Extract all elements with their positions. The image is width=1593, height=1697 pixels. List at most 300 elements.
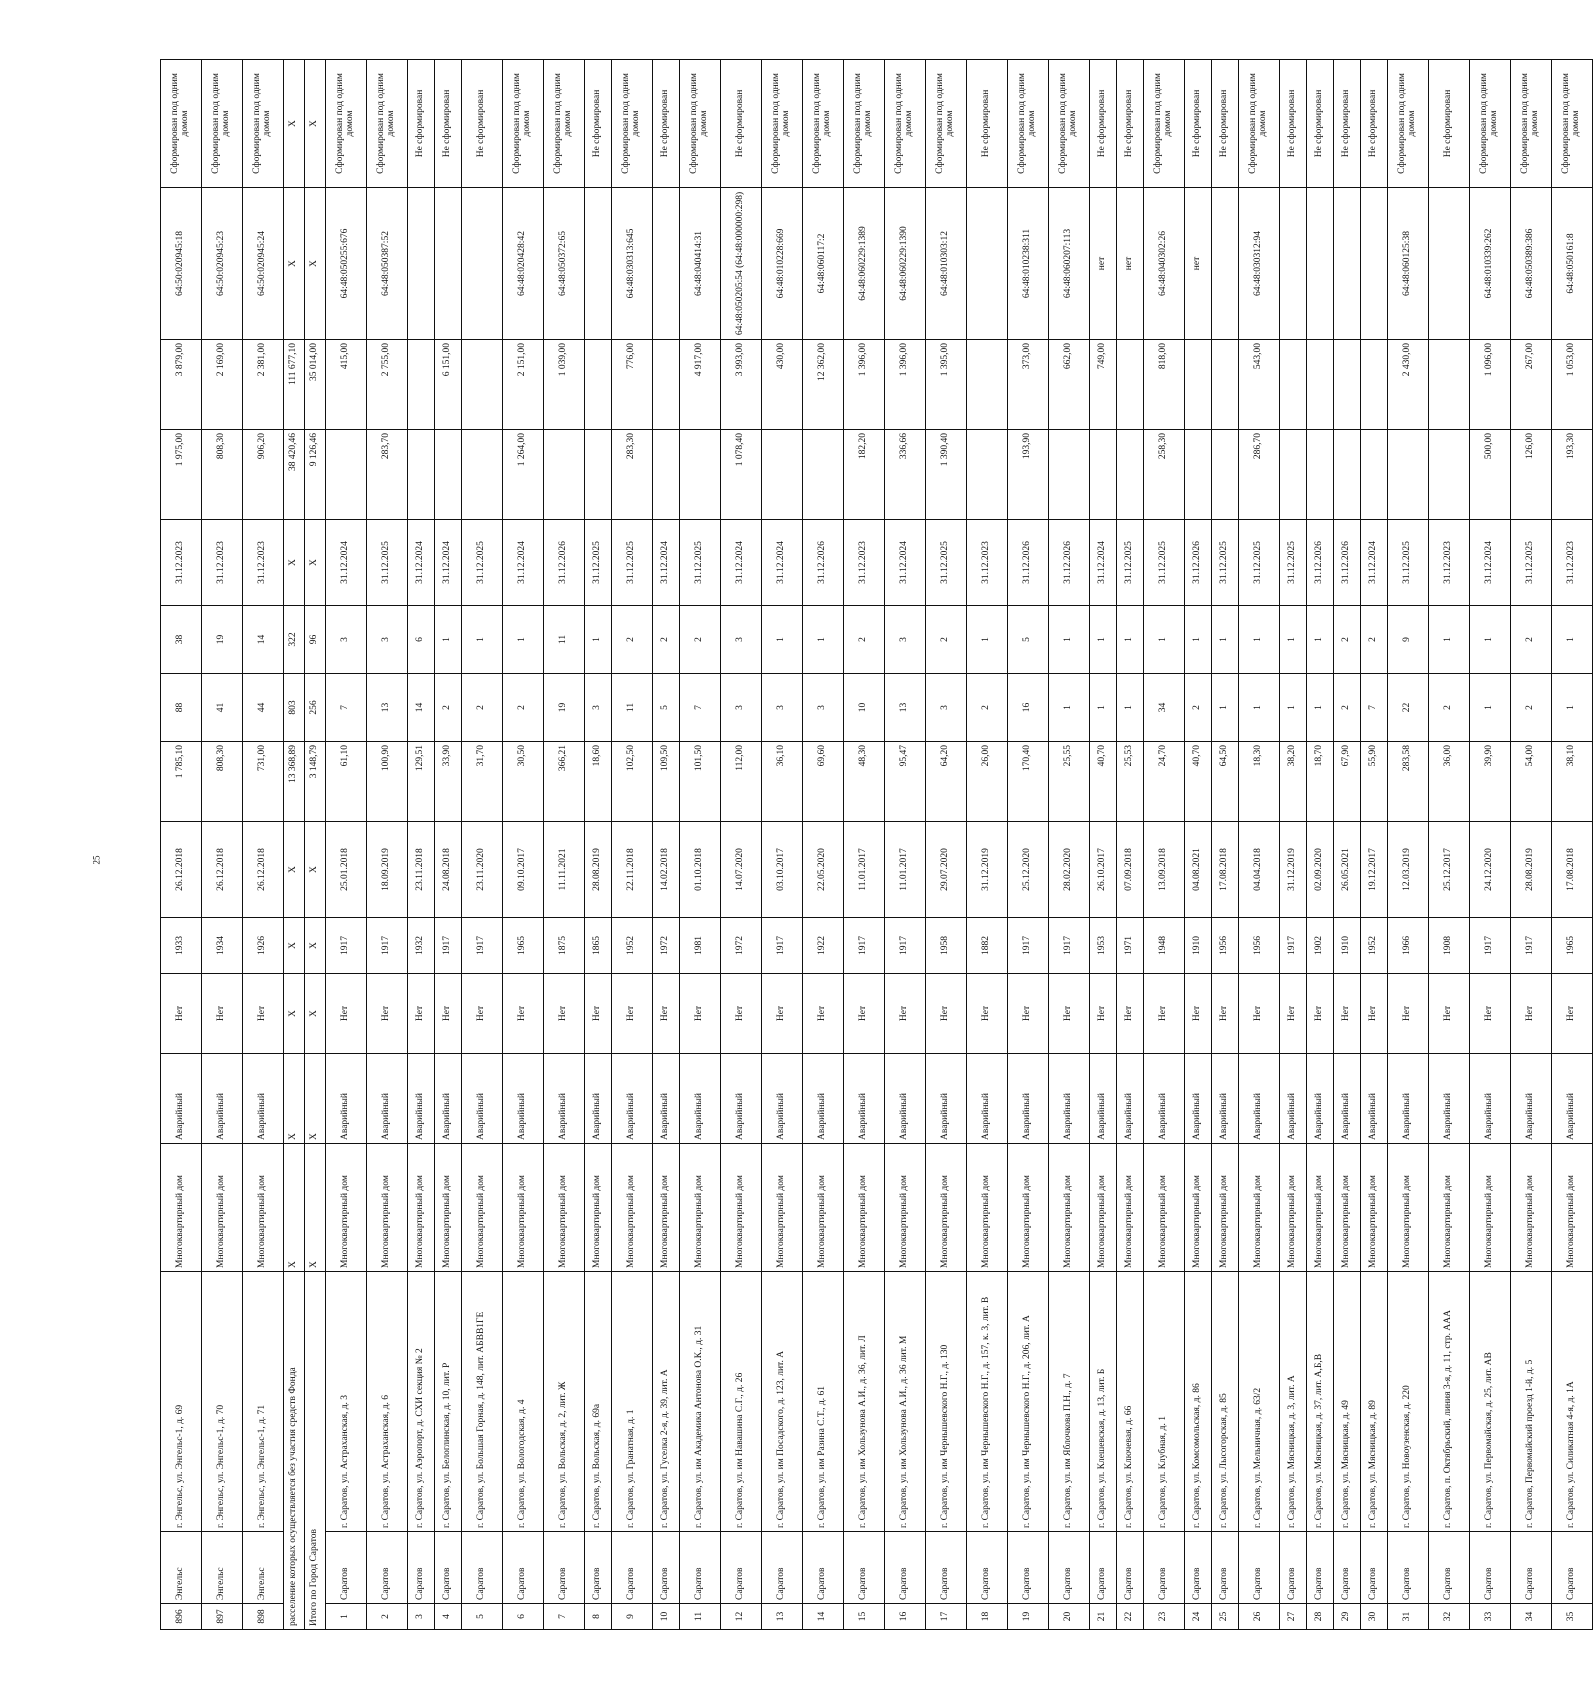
cell-land-status: Не сформирован (1117, 60, 1144, 188)
cell-address: г. Саратов, ул. им Хользунова А.И., д. 36, лит. Л (844, 1272, 885, 1532)
cell-cadastral: 64:48:030313:645 (612, 188, 653, 340)
cell-land-area: 808,30 (202, 430, 243, 520)
cell-cost: 818,00 (1144, 340, 1185, 430)
cell-cost (462, 340, 503, 430)
cell-deadline: 31.12.2026 (1307, 520, 1334, 606)
cell-address: г. Саратов, ул. Гранатная, д. 1 (612, 1272, 653, 1532)
cell-cost: 2 169,00 (202, 340, 243, 430)
cell-status: Аварийный (1117, 1054, 1144, 1144)
cell-house-type: Многоквартирный дом (1280, 1144, 1307, 1272)
cell-residents: 1 (1307, 674, 1334, 742)
cell-residents: 7 (326, 674, 367, 742)
cell-land-status: X (305, 60, 326, 188)
cell-house-type: X (284, 1144, 305, 1272)
cell-house-type: Многоквартирный дом (762, 1144, 803, 1272)
cell-cadastral (1307, 188, 1334, 340)
cell-recognition-date: 22.05.2020 (803, 822, 844, 918)
cell-area: 18,70 (1307, 742, 1334, 822)
cell-house-type: Многоквартирный дом (544, 1144, 585, 1272)
cell-city: Саратов (585, 1532, 612, 1604)
cell-recognition-date: 09.10.2017 (503, 822, 544, 918)
cell-cadastral (408, 188, 435, 340)
cell-house-type: Многоквартирный дом (367, 1144, 408, 1272)
cell-rooms: 1 (503, 606, 544, 674)
cell-number: 16 (885, 1604, 926, 1630)
cell-year: 1966 (1388, 918, 1429, 974)
cell-city: Саратов (544, 1532, 585, 1604)
cell-address: г. Саратов, ул. им Навашина С.Г., д. 26 (721, 1272, 762, 1532)
cell-cadastral: 64:50:020945:18 (161, 188, 202, 340)
cell-residents: 44 (243, 674, 284, 742)
cell-deadline: 31.12.2024 (1090, 520, 1117, 606)
cell-city: Саратов (367, 1532, 408, 1604)
cell-land-area: 1 078,40 (721, 430, 762, 520)
cell-address: г. Саратов, ул. Новоузенская, д. 220 (1388, 1272, 1429, 1532)
cell-recognition-date: 11.01.2017 (844, 822, 885, 918)
cell-area: 101,50 (680, 742, 721, 822)
cell-house-type: Многоквартирный дом (161, 1144, 202, 1272)
cell-house-type: Многоквартирный дом (1185, 1144, 1212, 1272)
cell-area: 100,90 (367, 742, 408, 822)
cell-land-status: Не сформирован (1429, 60, 1470, 188)
cell-recognition-date: 23.11.2020 (462, 822, 503, 918)
table-row (1388, 60, 1429, 1630)
cell-recognition-date: 13.09.2018 (1144, 822, 1185, 918)
cell-residents: 2 (1185, 674, 1212, 742)
cell-year: 1965 (503, 918, 544, 974)
cell-city: Саратов (612, 1532, 653, 1604)
cell-number: 25 (1212, 1604, 1239, 1630)
cell-cost (1307, 340, 1334, 430)
cell-number: 28 (1307, 1604, 1334, 1630)
cell-cadastral: 64:48:050372:65 (544, 188, 585, 340)
cell-cost: 749,00 (1090, 340, 1117, 430)
cell-summary-label: расселение которых осуществляется без участия средств Фонда (284, 1272, 305, 1630)
cell-city: Саратов (1334, 1532, 1361, 1604)
cell-residents: 3 (585, 674, 612, 742)
cell-rooms: 6 (408, 606, 435, 674)
table-row (503, 60, 544, 1630)
cell-cadastral: 64:48:040414:31 (680, 188, 721, 340)
cell-rooms: 5 (1008, 606, 1049, 674)
cell-number: 7 (544, 1604, 585, 1630)
cell-status: Аварийный (885, 1054, 926, 1144)
cell-address: г. Саратов, ул. Первомайская, д. 25, лит. АВ (1470, 1272, 1511, 1532)
cell-residents: 1 (1552, 674, 1593, 742)
cell-status: Аварийный (1239, 1054, 1280, 1144)
cell-rooms: 19 (202, 606, 243, 674)
cell-cadastral: 64:48:050255:676 (326, 188, 367, 340)
cell-city: Энгельс (161, 1532, 202, 1604)
cell-land-status: Сформирован под одним домом (926, 60, 967, 188)
cell-rooms: 2 (1334, 606, 1361, 674)
cell-heritage: Нет (435, 974, 462, 1054)
cell-year: 1917 (326, 918, 367, 974)
cell-city: Энгельс (243, 1532, 284, 1604)
cell-house-type: Многоквартирный дом (1470, 1144, 1511, 1272)
cell-heritage: Нет (1361, 974, 1388, 1054)
cell-land-status: Сформирован под одним домом (544, 60, 585, 188)
cell-cost (1212, 340, 1239, 430)
cell-recognition-date: 26.12.2018 (202, 822, 243, 918)
cell-year: 1965 (1552, 918, 1593, 974)
cell-land-status: Не сформирован (1185, 60, 1212, 188)
cell-year: 1934 (202, 918, 243, 974)
cell-land-area: 126,00 (1511, 430, 1552, 520)
cell-residents: 7 (1361, 674, 1388, 742)
cell-land-status: Не сформирован (1212, 60, 1239, 188)
cell-rooms: 96 (305, 606, 326, 674)
cell-number: 4 (435, 1604, 462, 1630)
cell-recognition-date: 11.11.2021 (544, 822, 585, 918)
cell-recognition-date: 03.10.2017 (762, 822, 803, 918)
cell-area: 30,50 (503, 742, 544, 822)
cell-cadastral: X (305, 188, 326, 340)
cell-number: 20 (1049, 1604, 1090, 1630)
cell-heritage: X (284, 974, 305, 1054)
cell-cadastral: 64:48:060229:1389 (844, 188, 885, 340)
cell-address: г. Саратов, ул. Гуселка 2-я, д. 39, лит. А (653, 1272, 680, 1532)
table-row (844, 60, 885, 1630)
cell-number: 33 (1470, 1604, 1511, 1630)
cell-rooms: 1 (803, 606, 844, 674)
cell-deadline: 31.12.2026 (1008, 520, 1049, 606)
cell-city: Саратов (1185, 1532, 1212, 1604)
cell-cost: 543,00 (1239, 340, 1280, 430)
rotated-sheet (160, 60, 1581, 1630)
cell-heritage: Нет (1090, 974, 1117, 1054)
cell-year: 1933 (161, 918, 202, 974)
cell-status: Аварийный (967, 1054, 1008, 1144)
cell-house-type: Многоквартирный дом (243, 1144, 284, 1272)
cell-year: 1917 (367, 918, 408, 974)
cell-deadline: 31.12.2024 (885, 520, 926, 606)
cell-cadastral: 64:50:020945:23 (202, 188, 243, 340)
cell-heritage: Нет (1429, 974, 1470, 1054)
cell-rooms: 11 (544, 606, 585, 674)
cell-deadline: 31.12.2025 (462, 520, 503, 606)
cell-cadastral: нет (1117, 188, 1144, 340)
cell-number: 10 (653, 1604, 680, 1630)
cell-cost (653, 340, 680, 430)
cell-house-type: Многоквартирный дом (326, 1144, 367, 1272)
cell-deadline: 31.12.2026 (803, 520, 844, 606)
cell-number: 14 (803, 1604, 844, 1630)
cell-area: 129,51 (408, 742, 435, 822)
cell-recognition-date: 29.07.2020 (926, 822, 967, 918)
cell-deadline: 31.12.2024 (503, 520, 544, 606)
cell-address: г. Саратов, ул. Мясницкая, д. 89 (1361, 1272, 1388, 1532)
cell-area: 40,70 (1185, 742, 1212, 822)
cell-cadastral: 64:48:050387:52 (367, 188, 408, 340)
cell-city: Саратов (1552, 1532, 1593, 1604)
cell-land-status: Сформирован под одним домом (1552, 60, 1593, 188)
cell-deadline: 31.12.2026 (544, 520, 585, 606)
cell-number: 2 (367, 1604, 408, 1630)
cell-residents: 22 (1388, 674, 1429, 742)
cell-year: 1948 (1144, 918, 1185, 974)
cell-residents: 34 (1144, 674, 1185, 742)
cell-land-status: Сформирован под одним домом (367, 60, 408, 188)
cell-area: 26,00 (967, 742, 1008, 822)
cell-area: 25,55 (1049, 742, 1090, 822)
cell-heritage: Нет (202, 974, 243, 1054)
cell-cost: 6 151,00 (435, 340, 462, 430)
cell-land-status: Сформирован под одним домом (161, 60, 202, 188)
cell-area: 48,30 (844, 742, 885, 822)
cell-heritage: Нет (885, 974, 926, 1054)
cell-land-status: Не сформирован (1361, 60, 1388, 188)
cell-year: 1917 (1280, 918, 1307, 974)
cell-residents: 19 (544, 674, 585, 742)
cell-area: 36,10 (762, 742, 803, 822)
cell-status: Аварийный (1307, 1054, 1334, 1144)
cell-area: 38,10 (1552, 742, 1593, 822)
cell-number: 21 (1090, 1604, 1117, 1630)
cell-year: 1902 (1307, 918, 1334, 974)
cell-heritage: Нет (1144, 974, 1185, 1054)
cell-number: 896 (161, 1604, 202, 1630)
cell-cost (967, 340, 1008, 430)
cell-cost: 3 993,00 (721, 340, 762, 430)
cell-cost: 1 396,00 (885, 340, 926, 430)
cell-recognition-date: 01.10.2018 (680, 822, 721, 918)
cell-rooms: 14 (243, 606, 284, 674)
cell-house-type: Многоквартирный дом (653, 1144, 680, 1272)
cell-recognition-date: 19.12.2017 (1361, 822, 1388, 918)
cell-cadastral (1334, 188, 1361, 340)
cell-land-area: 906,20 (243, 430, 284, 520)
cell-heritage: Нет (1049, 974, 1090, 1054)
cell-house-type: Многоквартирный дом (1117, 1144, 1144, 1272)
cell-city: Саратов (721, 1532, 762, 1604)
cell-house-type: Многоквартирный дом (612, 1144, 653, 1272)
cell-land-status: Сформирован под одним домом (202, 60, 243, 188)
cell-cost: 2 151,00 (503, 340, 544, 430)
cell-residents: 256 (305, 674, 326, 742)
cell-cost: 1 053,00 (1552, 340, 1593, 430)
cell-land-status: X (284, 60, 305, 188)
cell-address: г. Саратов, ул. им Чернышевского Н.Г., д. 157, к. 3, лит. В (967, 1272, 1008, 1532)
cell-recognition-date: 28.08.2019 (1511, 822, 1552, 918)
cell-residents: 803 (284, 674, 305, 742)
cell-house-type: Многоквартирный дом (1239, 1144, 1280, 1272)
cell-cadastral: 64:48:050161:8 (1552, 188, 1593, 340)
cell-recognition-date: 25.01.2018 (326, 822, 367, 918)
cell-city: Саратов (762, 1532, 803, 1604)
cell-heritage: Нет (803, 974, 844, 1054)
cell-year: X (305, 918, 326, 974)
cell-land-area (803, 430, 844, 520)
cell-city: Саратов (1144, 1532, 1185, 1604)
cell-area: 24,70 (1144, 742, 1185, 822)
cell-heritage: Нет (585, 974, 612, 1054)
cell-heritage: Нет (721, 974, 762, 1054)
cell-land-area (680, 430, 721, 520)
cell-rooms: 1 (1470, 606, 1511, 674)
cell-recognition-date: 28.08.2019 (585, 822, 612, 918)
cell-cadastral (967, 188, 1008, 340)
cell-status: Аварийный (1552, 1054, 1593, 1144)
cell-house-type: Многоквартирный дом (1008, 1144, 1049, 1272)
table-row (435, 60, 462, 1630)
cell-area: 102,50 (612, 742, 653, 822)
cell-recognition-date: 31.12.2019 (967, 822, 1008, 918)
cell-heritage: X (305, 974, 326, 1054)
table-row (1334, 60, 1361, 1630)
cell-house-type: Многоквартирный дом (1144, 1144, 1185, 1272)
cell-area: 31,70 (462, 742, 503, 822)
cell-recognition-date: 23.11.2018 (408, 822, 435, 918)
cell-area: 40,70 (1090, 742, 1117, 822)
cell-heritage: Нет (1511, 974, 1552, 1054)
cell-address: г. Саратов, п. Октябрьский, линия 3-я, д. 11, стр. ААА (1429, 1272, 1470, 1532)
cell-heritage: Нет (1117, 974, 1144, 1054)
cell-address: г. Саратов, ул. Мясницкая, д. 3, лит. А (1280, 1272, 1307, 1532)
cell-land-area (1117, 430, 1144, 520)
cell-house-type: Многоквартирный дом (967, 1144, 1008, 1272)
cell-area: 61,10 (326, 742, 367, 822)
cell-number: 32 (1429, 1604, 1470, 1630)
cell-year: 1865 (585, 918, 612, 974)
cell-city: Саратов (408, 1532, 435, 1604)
cell-address: г. Энгельс, ул. Энгельс-1, д. 71 (243, 1272, 284, 1532)
cell-address: г. Саратов, ул. Мельничная, д. 63/2 (1239, 1272, 1280, 1532)
cell-residents: 7 (680, 674, 721, 742)
cell-heritage: Нет (926, 974, 967, 1054)
cell-year: 1953 (1090, 918, 1117, 974)
table-row (161, 60, 202, 1630)
cell-summary-label: Итого по Город Саратов (305, 1272, 326, 1630)
cell-land-status: Не сформирован (1090, 60, 1117, 188)
cell-cadastral: 64:48:030312:94 (1239, 188, 1280, 340)
cell-cost: 3 879,00 (161, 340, 202, 430)
cell-year: 1956 (1239, 918, 1280, 974)
cell-status: Аварийный (326, 1054, 367, 1144)
cell-city: Саратов (844, 1532, 885, 1604)
cell-status: Аварийный (721, 1054, 762, 1144)
cell-residents: 2 (503, 674, 544, 742)
cell-status: Аварийный (1361, 1054, 1388, 1144)
cell-area: 67,90 (1334, 742, 1361, 822)
table-row (1361, 60, 1388, 1630)
table-row (326, 60, 367, 1630)
cell-cadastral: 64:48:010228:669 (762, 188, 803, 340)
cell-address: г. Саратов, ул. Клубная, д. 1 (1144, 1272, 1185, 1532)
cell-address: г. Саратов, ул. им Посадского, д. 123, лит. А (762, 1272, 803, 1532)
table-row (967, 60, 1008, 1630)
table-row (585, 60, 612, 1630)
cell-rooms: 1 (462, 606, 503, 674)
cell-residents: 13 (885, 674, 926, 742)
cell-address: г. Саратов, ул. им Яблочкова П.Н., д. 7 (1049, 1272, 1090, 1532)
summary-row (305, 60, 326, 1630)
cell-year: 1972 (653, 918, 680, 974)
cell-land-status: Сформирован под одним домом (1049, 60, 1090, 188)
cell-residents: 13 (367, 674, 408, 742)
cell-address: г. Саратов, ул. им Разина С.Т., д. 61 (803, 1272, 844, 1532)
cell-land-area (585, 430, 612, 520)
cell-year: 1932 (408, 918, 435, 974)
cell-cost: 373,00 (1008, 340, 1049, 430)
cell-cost: 2 381,00 (243, 340, 284, 430)
table-row (885, 60, 926, 1630)
cell-rooms: 38 (161, 606, 202, 674)
cell-house-type: Многоквартирный дом (803, 1144, 844, 1272)
cell-heritage: Нет (612, 974, 653, 1054)
cell-number: 22 (1117, 1604, 1144, 1630)
cell-land-area: 1 390,40 (926, 430, 967, 520)
cell-cost (1334, 340, 1361, 430)
cell-area: 95,47 (885, 742, 926, 822)
cell-heritage: Нет (1212, 974, 1239, 1054)
cell-area: 38,20 (1280, 742, 1307, 822)
cell-status: Аварийный (1429, 1054, 1470, 1144)
cell-rooms: 3 (721, 606, 762, 674)
cell-deadline: 31.12.2023 (243, 520, 284, 606)
cell-land-area: 1 975,00 (161, 430, 202, 520)
cell-land-status: Сформирован под одним домом (1388, 60, 1429, 188)
cell-heritage: Нет (680, 974, 721, 1054)
cell-deadline: 31.12.2023 (844, 520, 885, 606)
cell-year: 1910 (1334, 918, 1361, 974)
cell-rooms: 9 (1388, 606, 1429, 674)
cell-land-area (1429, 430, 1470, 520)
cell-address: г. Саратов, ул. Лысогорская, д. 85 (1212, 1272, 1239, 1532)
cell-cost: 2 755,00 (367, 340, 408, 430)
cell-heritage: Нет (1388, 974, 1429, 1054)
cell-deadline: 31.12.2025 (680, 520, 721, 606)
cell-status: Аварийный (1511, 1054, 1552, 1144)
cell-rooms: 2 (680, 606, 721, 674)
cell-cost: 2 430,00 (1388, 340, 1429, 430)
cell-recognition-date: 25.12.2017 (1429, 822, 1470, 918)
cell-recognition-date: 24.08.2018 (435, 822, 462, 918)
cell-land-status: Не сформирован (721, 60, 762, 188)
cell-house-type: Многоквартирный дом (435, 1144, 462, 1272)
cell-cadastral (462, 188, 503, 340)
table-row (1552, 60, 1593, 1630)
cell-city: Саратов (1049, 1532, 1090, 1604)
cell-house-type: Многоквартирный дом (462, 1144, 503, 1272)
cell-land-status: Не сформирован (585, 60, 612, 188)
cell-year: 1917 (1511, 918, 1552, 974)
cell-area: 1 785,10 (161, 742, 202, 822)
cell-cost (1361, 340, 1388, 430)
cell-number: 24 (1185, 1604, 1212, 1630)
cell-number: 34 (1511, 1604, 1552, 1630)
cell-cadastral: 64:50:020945:24 (243, 188, 284, 340)
cell-heritage: Нет (1552, 974, 1593, 1054)
cell-year: 1875 (544, 918, 585, 974)
cell-address: г. Саратов, ул. Мясницкая, д. 49 (1334, 1272, 1361, 1532)
cell-deadline: 31.12.2024 (435, 520, 462, 606)
cell-status: Аварийный (1049, 1054, 1090, 1144)
cell-rooms: 2 (653, 606, 680, 674)
cell-deadline: 31.12.2023 (161, 520, 202, 606)
cell-year: 1952 (612, 918, 653, 974)
cell-cadastral: 64:48:010339:262 (1470, 188, 1511, 340)
cell-cost: 430,00 (762, 340, 803, 430)
cell-recognition-date: 25.12.2020 (1008, 822, 1049, 918)
cell-heritage: Нет (161, 974, 202, 1054)
cell-heritage: Нет (653, 974, 680, 1054)
cell-number: 15 (844, 1604, 885, 1630)
cell-land-status: Сформирован под одним домом (803, 60, 844, 188)
cell-status: Аварийный (1280, 1054, 1307, 1144)
cell-recognition-date: 26.12.2018 (243, 822, 284, 918)
cell-area: 170,40 (1008, 742, 1049, 822)
